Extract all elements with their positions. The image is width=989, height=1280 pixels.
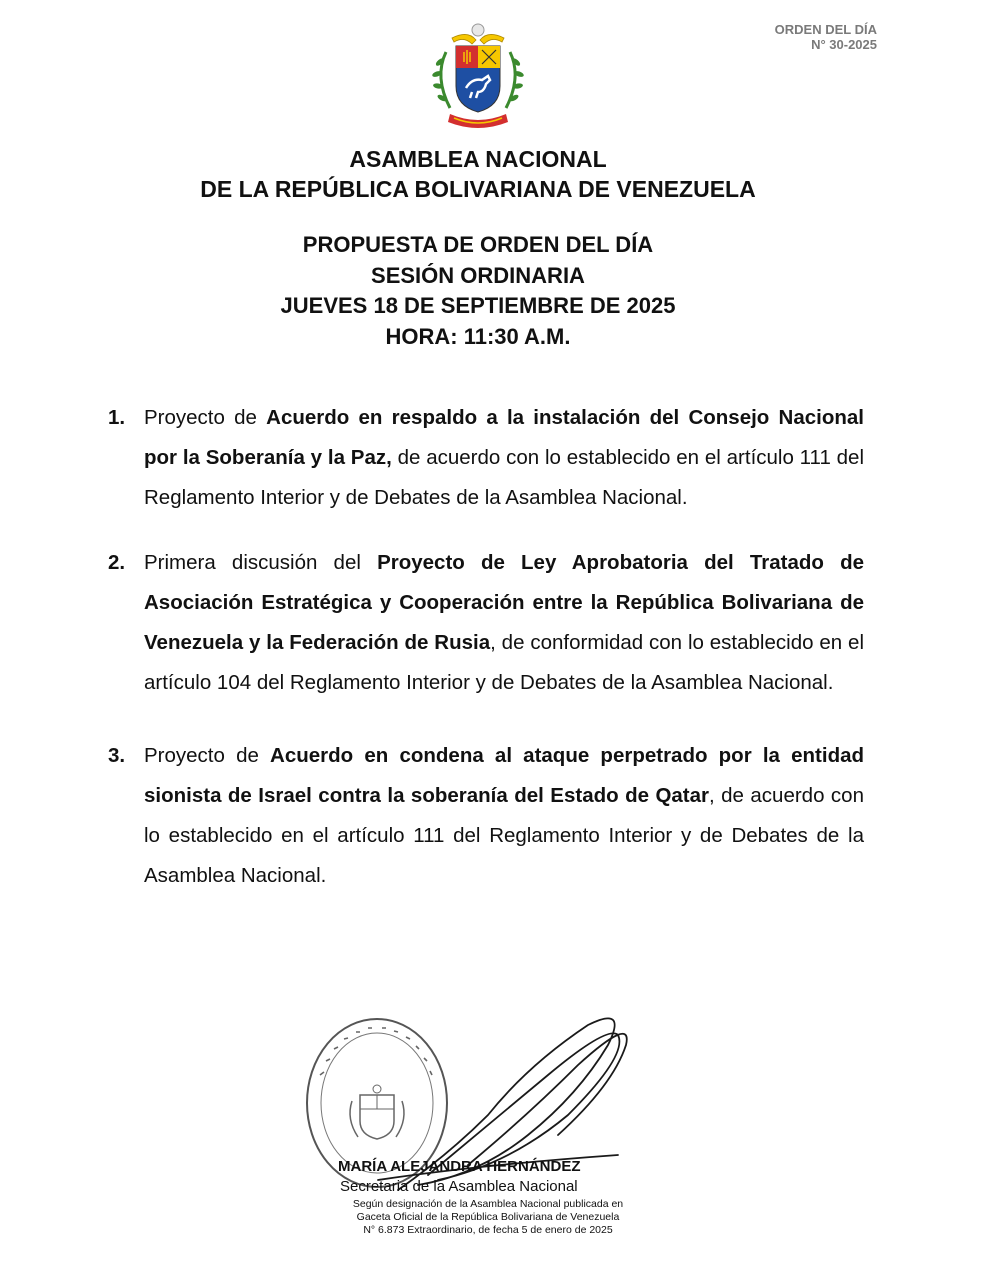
agenda-item-basis: de acuerdo con lo establecido en el artículo 111 del Reglamento Interior y de Debates de la Asamblea Nacional.	[144, 446, 865, 509]
signer-role: Secretaria de la Asamblea Nacional	[340, 1178, 578, 1195]
institution-country: DE LA REPÚBLICA BOLIVARIANA DE VENEZUELA	[200, 176, 756, 202]
agenda-item-intro: Proyecto de	[144, 406, 267, 429]
order-ref-number: N° 30-2025	[811, 37, 877, 52]
agenda-item-basis: , de conformidad con lo establecido en el artículo 104 del Reglamento Interior y de Debates de la Asamblea Nacional.	[144, 631, 864, 694]
session-date: JUEVES 18 DE SEPTIEMBRE DE 2025	[280, 293, 676, 318]
agenda-item-subject: Acuerdo en condena al ataque perpetrado por la entidad sionista de Israel contra la soberanía del Estado de Qatar	[144, 744, 865, 807]
document-title-block	[0, 230, 956, 352]
agenda-item-subject: Acuerdo en respaldo a la instalación del Consejo Nacional por la Soberanía y la Paz,	[144, 406, 864, 469]
appointment-note-line: Gaceta Oficial de la República Bolivariana de Venezuela	[356, 1211, 620, 1223]
session-type: SESIÓN ORDINARIA	[371, 262, 585, 288]
session-time: HORA: 11:30 A.M.	[385, 323, 571, 349]
institution-name: ASAMBLEA NACIONAL	[349, 146, 607, 172]
agenda-item-subject: Proyecto de Ley Aprobatoria del Tratado de Asociación Estratégica y Cooperación entre la República Bolivariana de Venezuela y la Federación de Rusia	[144, 551, 864, 654]
order-ref-title: ORDEN DEL DÍA	[774, 22, 877, 37]
agenda-item	[108, 543, 864, 703]
agenda-item-number: 1.	[108, 406, 126, 429]
appointment-note	[318, 1198, 658, 1237]
agenda-item-number: 2.	[108, 551, 126, 574]
agenda-list	[108, 398, 864, 896]
agenda-item	[108, 736, 864, 896]
agenda-item	[108, 398, 864, 518]
agenda-item-basis: , de acuerdo con lo establecido en el artículo 111 del Reglamento Interior y de Debates de la Asamblea Nacional.	[144, 784, 864, 887]
order-reference	[775, 22, 877, 52]
agenda-item-intro: Proyecto de	[144, 744, 271, 767]
handwritten-signature-icon	[358, 1005, 638, 1205]
signer-name: MARÍA ALEJANDRA HERNÁNDEZ	[338, 1158, 581, 1175]
appointment-note-line: Según designación de la Asamblea Nacional publicada en	[352, 1198, 624, 1210]
coat-of-arms-icon	[428, 22, 528, 134]
institution-header	[0, 144, 956, 204]
document-title: PROPUESTA DE ORDEN DEL DÍA	[302, 232, 654, 257]
agenda-item-intro: Primera discusión del	[144, 551, 378, 574]
agenda-item-number: 3.	[108, 744, 126, 767]
appointment-note-line: N° 6.873 Extraordinario, de fecha 5 de enero de 2025	[363, 1224, 613, 1236]
